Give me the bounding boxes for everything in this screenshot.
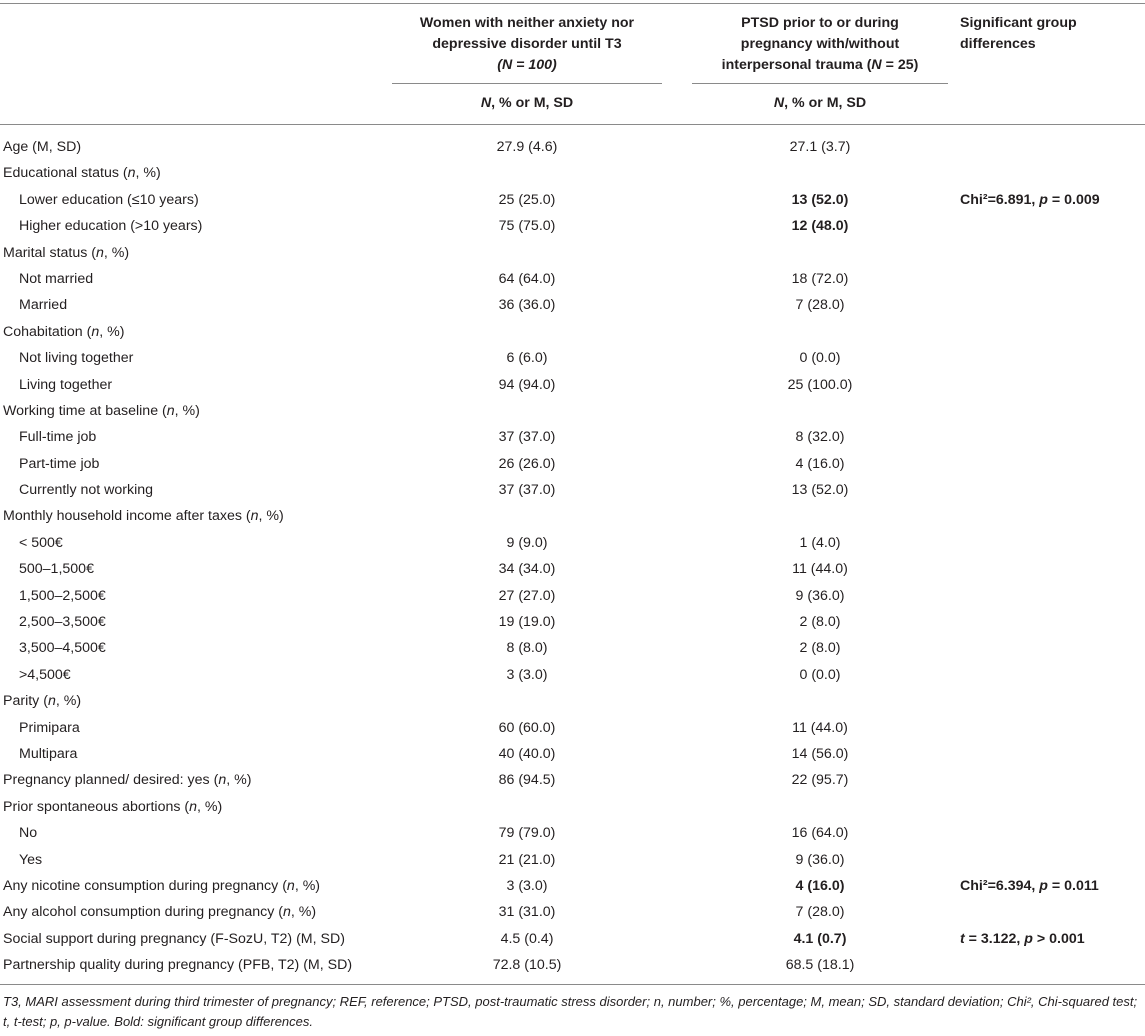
row-value-ptsd: 27.1 (3.7) [789, 139, 851, 155]
row-value-control: 3 (3.0) [506, 666, 548, 683]
row-value-control: 94 (94.0) [498, 376, 556, 393]
row-label: Pregnancy planned/ desired: yes (n, %) [3, 772, 252, 789]
row-label: Part-time job [19, 455, 100, 472]
row-label: Not living together [19, 350, 134, 367]
table-row [0, 503, 1145, 529]
col1-header-line2: depressive disorder until T3 [432, 36, 622, 52]
table-row [0, 398, 1145, 424]
table-row [0, 741, 1145, 767]
col3-header-line2: differences [960, 36, 1036, 52]
row-value-control: 6 (6.0) [506, 350, 548, 367]
row-significance: t = 3.122, p > 0.001 [960, 930, 1085, 947]
row-value-ptsd: 2 (8.0) [799, 614, 841, 631]
row-value-control: 25 (25.0) [498, 191, 556, 208]
table-row [0, 583, 1145, 609]
row-value-ptsd: 4 (16.0) [795, 455, 845, 472]
col1-header-n: (N = 100) [497, 57, 557, 73]
row-label: Yes [19, 851, 43, 868]
row-value-control: 79 (79.0) [498, 825, 556, 842]
top-rule [0, 3, 1145, 4]
row-value-ptsd: 68.5 (18.1) [785, 957, 855, 974]
row-value-control: 27.9 (4.6) [496, 139, 558, 155]
table-row [0, 556, 1145, 582]
row-value-ptsd: 11 (44.0) [792, 561, 848, 578]
row-label: Working time at baseline (n, %) [3, 402, 200, 419]
row-value-control: 37 (37.0) [498, 482, 556, 499]
col1-header [392, 13, 662, 76]
table-row [0, 292, 1145, 318]
row-label: Marital status (n, %) [3, 244, 130, 261]
row-value-control: 36 (36.0) [498, 297, 556, 314]
row-label: 2,500–3,500€ [19, 614, 106, 631]
col3-header-line1: Significant group [960, 15, 1077, 31]
row-value-control: 3 (3.0) [506, 877, 548, 894]
row-value-control: 72.8 (10.5) [492, 957, 562, 974]
row-label: Age (M, SD) [3, 139, 82, 155]
row-label: Any nicotine consumption during pregnancy (n, %) [3, 877, 321, 894]
row-label: Primipara [19, 719, 80, 736]
row-label: Cohabitation (n, %) [3, 323, 125, 340]
row-value-control: 60 (60.0) [498, 719, 556, 736]
row-value-control: 19 (19.0) [498, 614, 556, 631]
row-value-ptsd: 13 (52.0) [791, 191, 849, 208]
table-row [0, 688, 1145, 714]
row-value-ptsd: 7 (28.0) [795, 297, 845, 314]
row-label: Social support during pregnancy (F-SozU, T2) (M, SD) [3, 930, 345, 947]
row-value-ptsd: 0 (0.0) [799, 666, 841, 683]
table-row [0, 767, 1145, 793]
col2-header [692, 13, 948, 76]
table-row [0, 926, 1145, 952]
table-row [0, 187, 1145, 213]
row-label: < 500€ [19, 534, 63, 551]
row-value-control: 34 (34.0) [498, 561, 556, 578]
row-value-ptsd: 9 (36.0) [795, 851, 845, 868]
row-value-control: 64 (64.0) [498, 270, 556, 287]
row-value-control: 9 (9.0) [506, 534, 548, 551]
row-label: Higher education (>10 years) [19, 218, 203, 235]
row-value-control: 8 (8.0) [506, 640, 548, 657]
row-label: Living together [19, 376, 113, 393]
row-label: Full-time job [19, 429, 97, 446]
table-row [0, 240, 1145, 266]
row-value-control: 26 (26.0) [498, 455, 556, 472]
table-row [0, 319, 1145, 345]
row-value-control: 40 (40.0) [498, 745, 556, 762]
table-row [0, 266, 1145, 292]
row-value-ptsd: 13 (52.0) [791, 482, 849, 499]
table-row [0, 899, 1145, 925]
row-value-ptsd: 18 (72.0) [791, 270, 849, 287]
row-label: Lower education (≤10 years) [19, 191, 199, 208]
table-row [0, 160, 1145, 186]
table-row [0, 451, 1145, 477]
table-row [0, 372, 1145, 398]
row-label: No [19, 825, 38, 842]
row-label: >4,500€ [19, 666, 71, 683]
row-value-ptsd: 7 (28.0) [795, 904, 845, 921]
row-significance: Chi²=6.891, p = 0.009 [960, 191, 1100, 208]
row-value-control: 86 (94.5) [498, 772, 556, 789]
table-row [0, 873, 1145, 899]
row-value-control: 21 (21.0) [498, 851, 556, 868]
row-label: Monthly household income after taxes (n, %) [3, 508, 284, 525]
row-label: Partnership quality during pregnancy (PFB, T2) (M, SD) [3, 957, 353, 974]
col2-header-line2: pregnancy with/without [740, 36, 900, 52]
col2-header-line3: interpersonal trauma (N = 25) [721, 57, 919, 73]
row-label: Multipara [19, 745, 78, 762]
table-row [0, 662, 1145, 688]
row-value-ptsd: 1 (4.0) [799, 534, 841, 551]
col2-header-line1: PTSD prior to or during [741, 15, 899, 31]
table-row [0, 530, 1145, 556]
row-value-control: 75 (75.0) [498, 218, 556, 235]
row-value-ptsd: 11 (44.0) [792, 719, 848, 736]
row-label: Prior spontaneous abortions (n, %) [3, 798, 223, 815]
row-value-ptsd: 9 (36.0) [795, 587, 845, 604]
table-row [0, 424, 1145, 450]
row-label: Currently not working [19, 482, 154, 499]
table-row [0, 134, 1145, 160]
col1-header-line1: Women with neither anxiety nor [419, 15, 635, 31]
col2-subrule [692, 83, 948, 84]
row-value-ptsd: 22 (95.7) [791, 772, 849, 789]
row-value-control: 31 (31.0) [498, 904, 556, 921]
row-value-ptsd: 14 (56.0) [791, 745, 849, 762]
row-value-ptsd: 4.1 (0.7) [793, 930, 847, 947]
table-row [0, 952, 1145, 978]
col1-subrule [392, 83, 662, 84]
row-value-ptsd: 4 (16.0) [795, 877, 845, 894]
col1-subheader: N, % or M, SD [480, 95, 574, 111]
col3-header [960, 13, 1140, 55]
row-value-ptsd: 2 (8.0) [799, 640, 841, 657]
bottom-rule [0, 984, 1145, 985]
row-value-ptsd: 0 (0.0) [799, 350, 841, 367]
row-value-ptsd: 12 (48.0) [791, 218, 849, 235]
col2-subheader: N, % or M, SD [773, 95, 867, 111]
row-value-control: 27 (27.0) [498, 587, 556, 604]
row-label: Parity (n, %) [3, 693, 82, 710]
row-value-control: 4.5 (0.4) [500, 930, 554, 947]
table-row [0, 847, 1145, 873]
row-label: Any alcohol consumption during pregnancy (n, %) [3, 904, 317, 921]
table-row [0, 794, 1145, 820]
row-label: 1,500–2,500€ [19, 587, 106, 604]
row-value-ptsd: 8 (32.0) [795, 429, 845, 446]
table-footnote: T3, MARI assessment during third trimester of pregnancy; REF, reference; PTSD, post-traumatic stress disorder; n, number; %, percentage; M, mean; SD, standard deviation; Chi², Chi-squared test; t, t-test; p, p-value. Bold: significant group differences. [3, 994, 1138, 1029]
table-row [0, 477, 1145, 503]
table-row [0, 715, 1145, 741]
table-body [0, 134, 1145, 979]
row-value-ptsd: 25 (100.0) [787, 376, 853, 393]
table-row [0, 213, 1145, 239]
table-row [0, 609, 1145, 635]
row-label: 500–1,500€ [19, 561, 94, 578]
table-row [0, 820, 1145, 846]
row-value-ptsd: 16 (64.0) [791, 825, 849, 842]
table-row [0, 635, 1145, 661]
row-label: Not married [19, 270, 94, 287]
row-value-control: 37 (37.0) [498, 429, 556, 446]
row-label: Educational status (n, %) [3, 165, 161, 182]
table-row [0, 345, 1145, 371]
row-significance: Chi²=6.394, p = 0.011 [960, 877, 1099, 894]
header-rule [0, 124, 1145, 125]
row-label: 3,500–4,500€ [19, 640, 106, 657]
row-label: Married [19, 297, 68, 314]
